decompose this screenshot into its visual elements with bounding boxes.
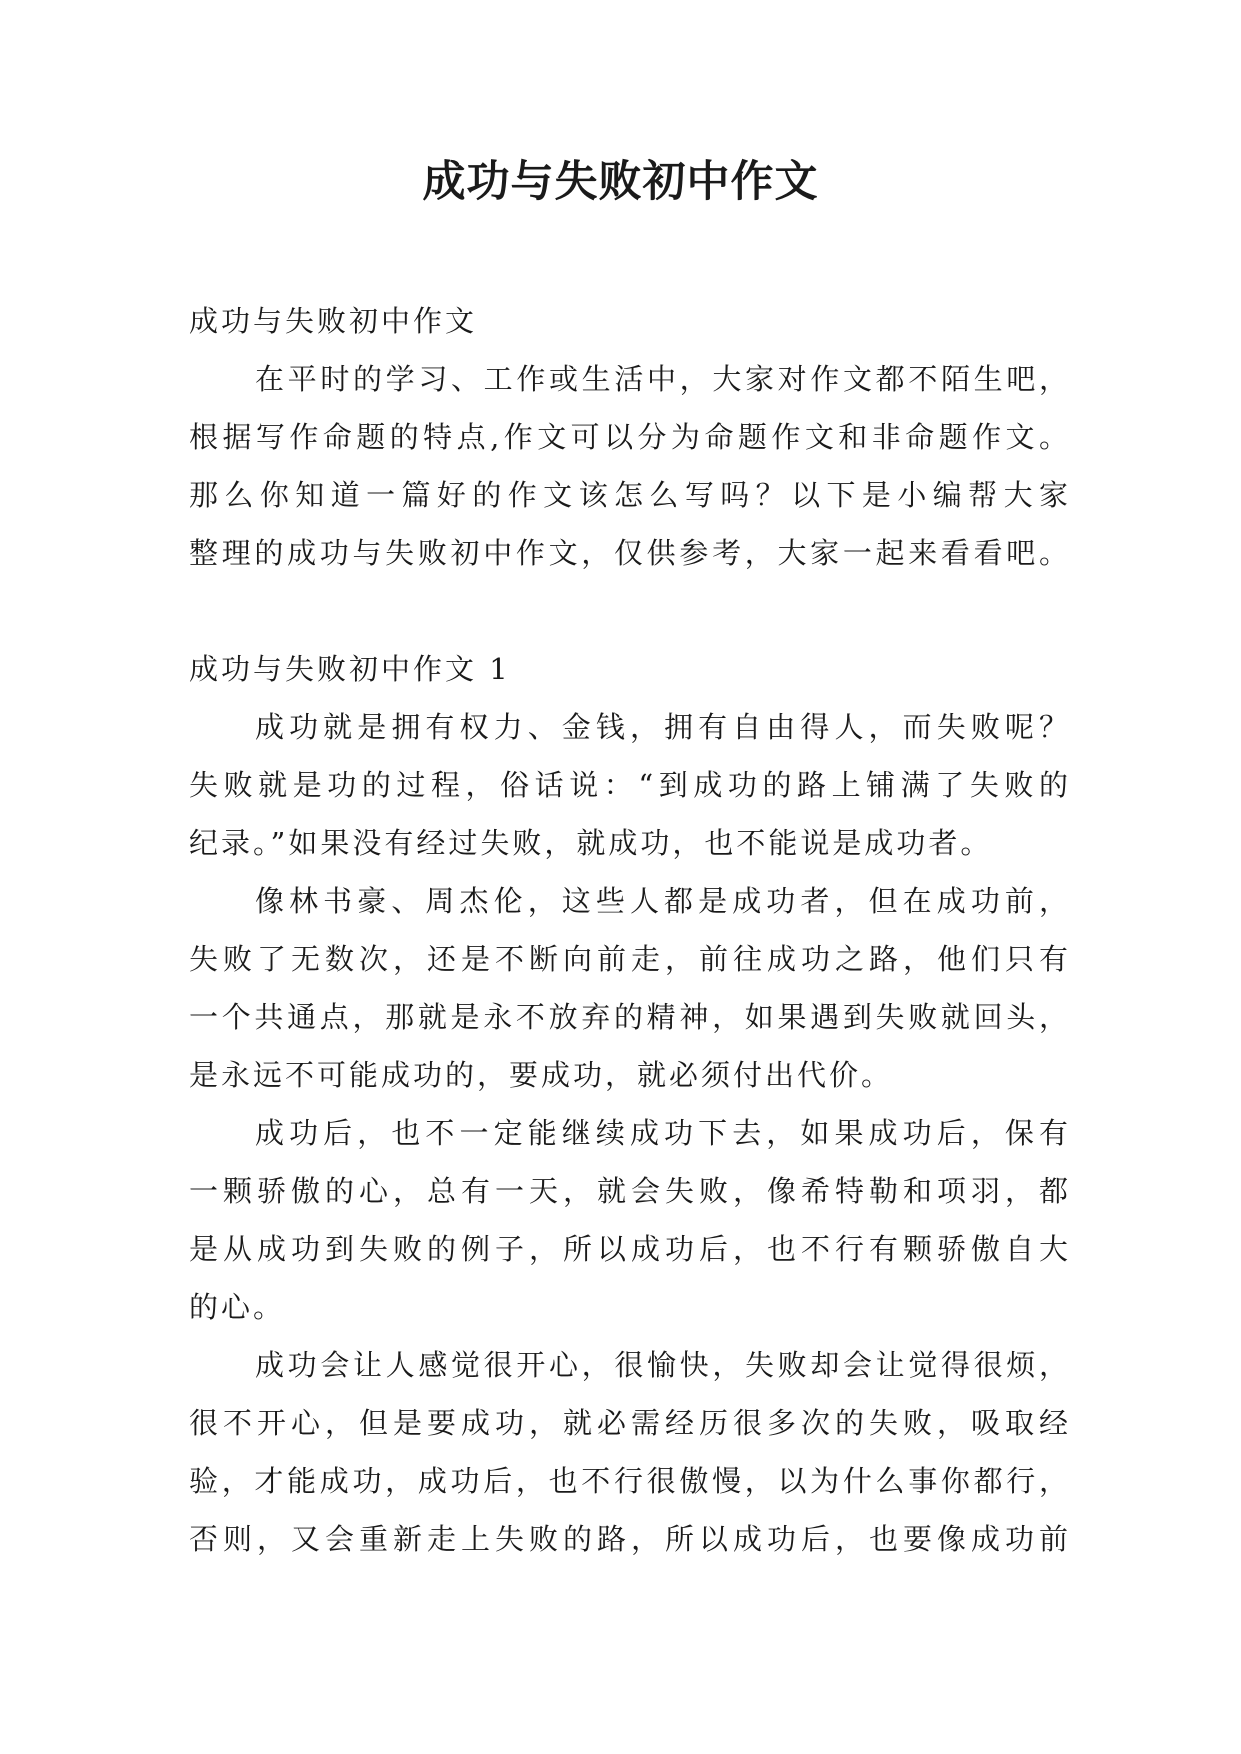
paragraph-line: 整理的成功与失败初中作文，仅供参考，大家一起来看看吧。 <box>189 536 1069 570</box>
paragraph-line: 成功就是拥有权力、金钱，拥有自由得人，而失败呢？ <box>255 710 1069 744</box>
section-heading: 成功与失败初中作文 1 <box>189 652 511 686</box>
section-heading: 成功与失败初中作文 <box>189 304 478 338</box>
document-title: 成功与失败初中作文 <box>422 157 819 207</box>
paragraph-line: 成功后，也不一定能继续成功下去，如果成功后，保有 <box>255 1116 1069 1150</box>
paragraph-line: 是从成功到失败的例子，所以成功后，也不行有颗骄傲自大 <box>189 1232 1069 1266</box>
paragraph-line: 失败了无数次，还是不断向前走，前往成功之路，他们只有 <box>189 942 1069 976</box>
paragraph-line: 一颗骄傲的心，总有一天，就会失败，像希特勒和项羽，都 <box>189 1174 1069 1208</box>
paragraph-line: 否则，又会重新走上失败的路，所以成功后，也要像成功前 <box>189 1522 1069 1556</box>
paragraph-line: 失败就是功的过程，俗话说：“到成功的路上铺满了失败的 <box>189 768 1069 802</box>
paragraph <box>189 1104 1069 1336</box>
paragraph-line: 那么你知道一篇好的作文该怎么写吗？以下是小编帮大家 <box>189 478 1069 512</box>
paragraph-line: 的心。 <box>189 1290 286 1324</box>
paragraph-line: 是永远不可能成功的，要成功，就必须付出代价。 <box>189 1058 894 1092</box>
section-spacer <box>189 582 1069 640</box>
paragraph-line: 在平时的学习、工作或生活中，大家对作文都不陌生吧， <box>255 362 1069 396</box>
paragraph <box>189 698 1069 872</box>
paragraph-line: 很不开心，但是要成功，就必需经历很多次的失败，吸取经 <box>189 1406 1069 1440</box>
paragraph-line: 根据写作命题的特点,作文可以分为命题作文和非命题作文。 <box>189 420 1069 454</box>
paragraph-line: 成功会让人感觉很开心，很愉快，失败却会让觉得很烦， <box>255 1348 1069 1382</box>
paragraph <box>189 350 1069 582</box>
paragraph-line: 像林书豪、周杰伦，这些人都是成功者，但在成功前， <box>255 884 1069 918</box>
paragraph <box>189 1336 1069 1568</box>
paragraph-line: 验，才能成功，成功后，也不行很傲慢，以为什么事你都行， <box>189 1464 1069 1498</box>
document-body <box>189 292 1069 1568</box>
paragraph-line: 纪录。”如果没有经过失败，就成功，也不能说是成功者。 <box>189 826 993 860</box>
paragraph-line: 一个共通点，那就是永不放弃的精神，如果遇到失败就回头， <box>189 1000 1069 1034</box>
paragraph <box>189 872 1069 1104</box>
